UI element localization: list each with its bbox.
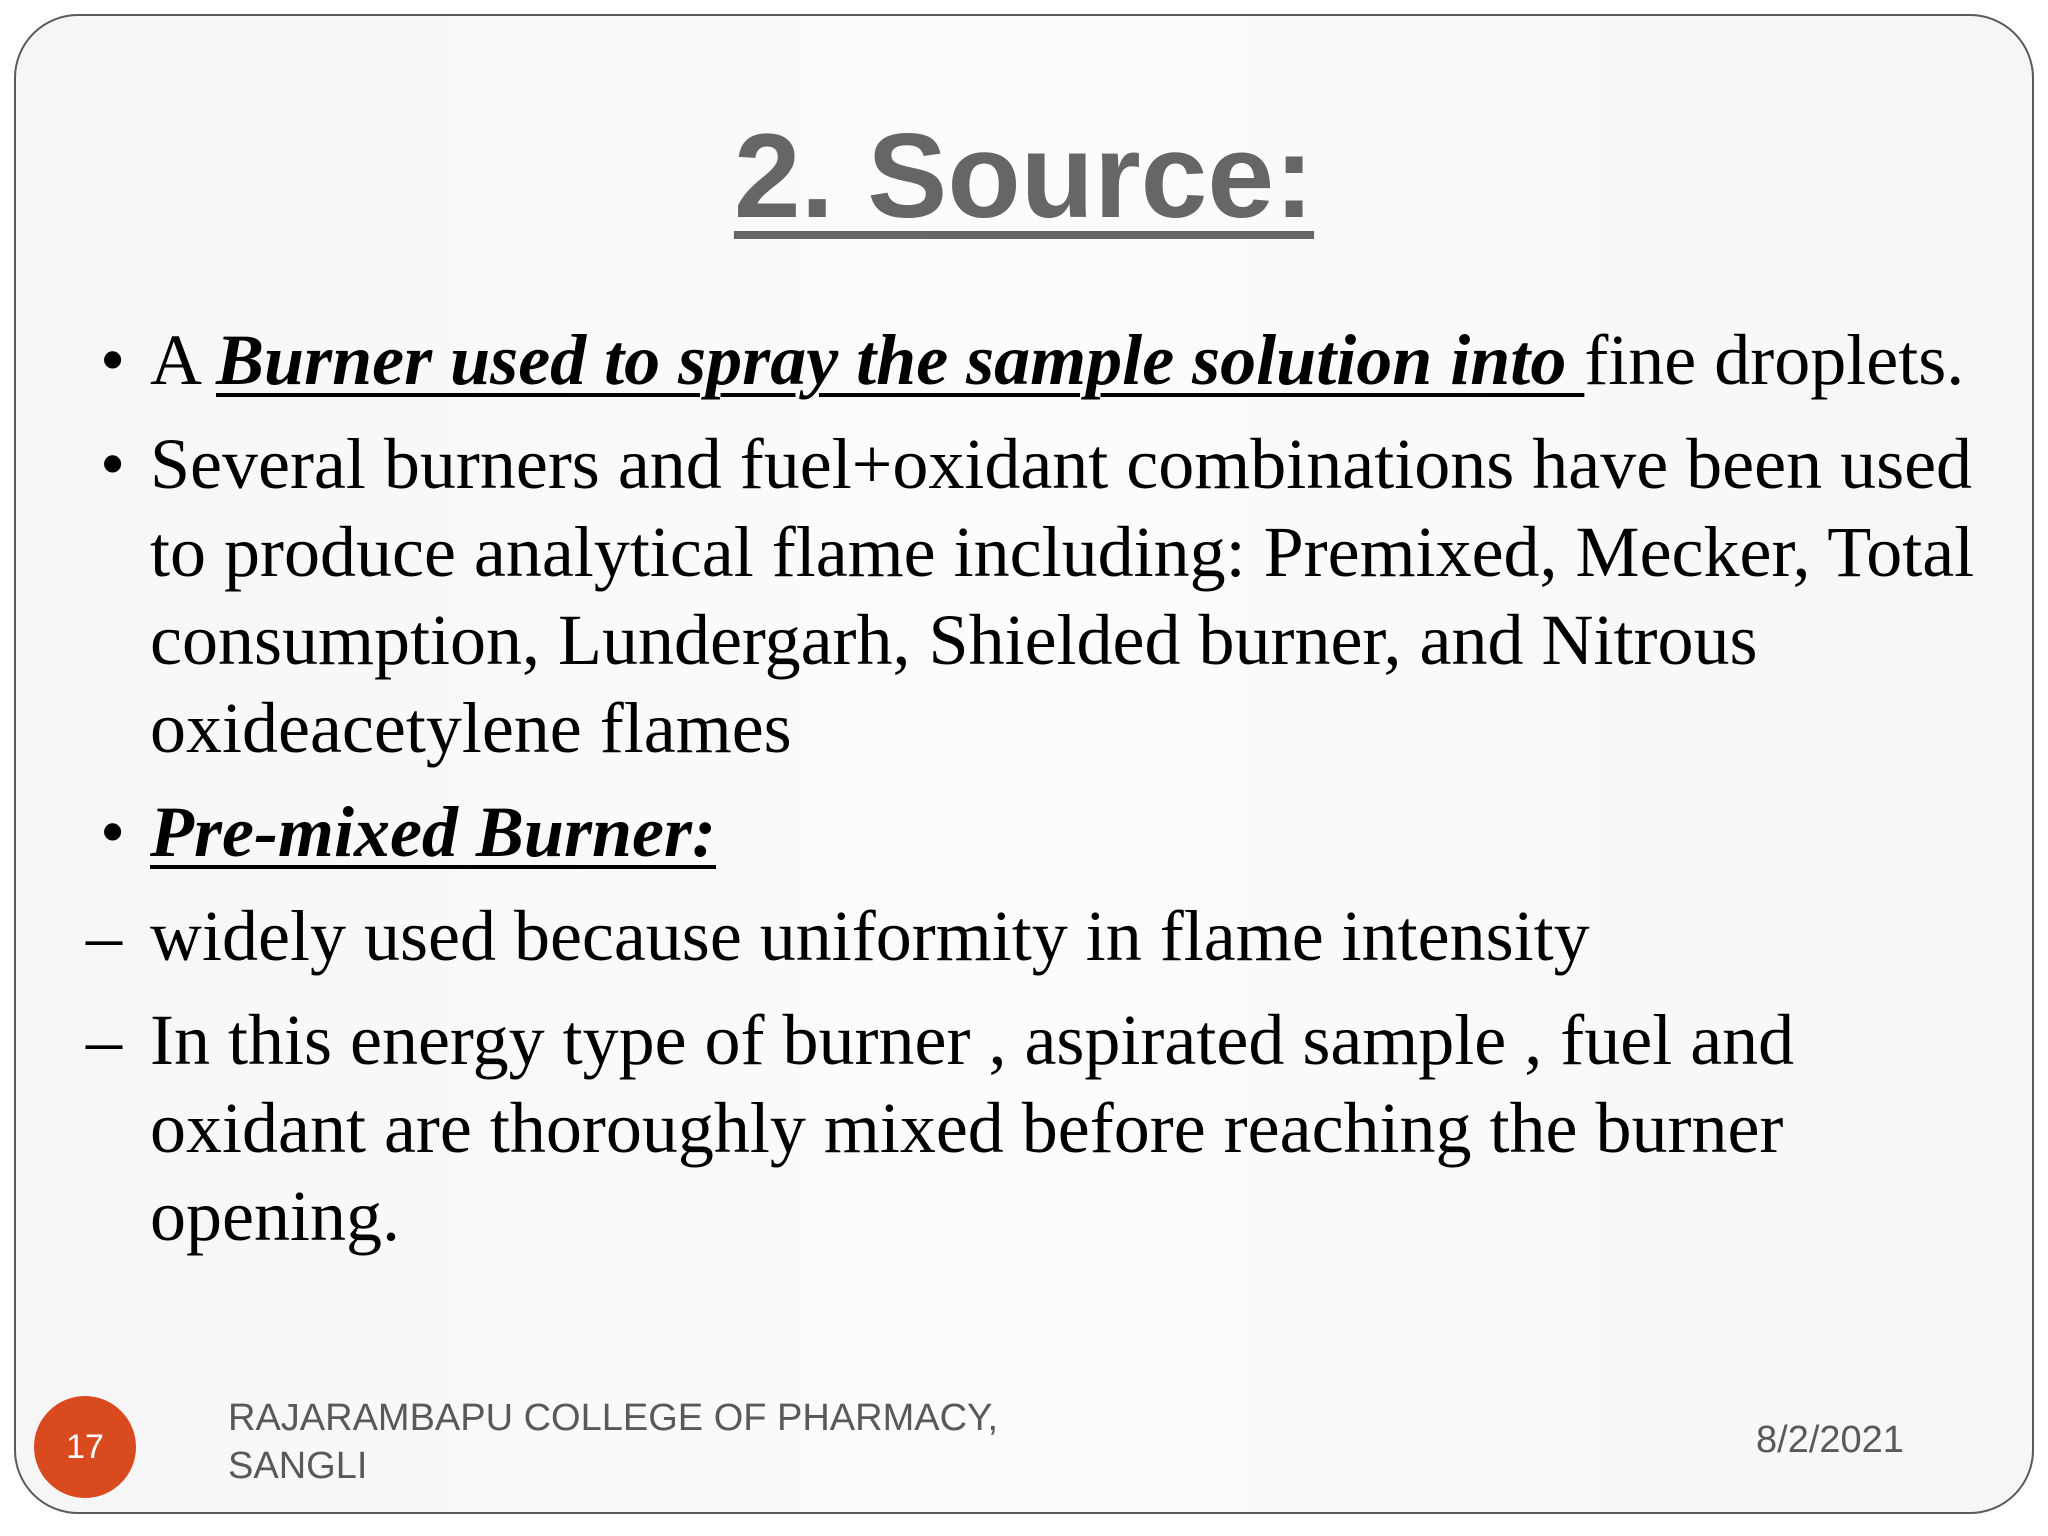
- dash-marker: –: [86, 896, 122, 976]
- bullet-suffix: fine droplets.: [1584, 320, 1965, 400]
- bullet-emphasis: Burner used to spray the sample solution into: [216, 320, 1585, 400]
- bullet-emphasis: Pre-mixed Burner:: [150, 792, 716, 872]
- slide-title: [16, 109, 2032, 243]
- slide-body: [86, 316, 1986, 1276]
- bullet-burner-types: [86, 420, 1986, 772]
- dash-marker: –: [86, 1000, 122, 1080]
- footer-date: 8/2/2021: [1756, 1419, 1904, 1461]
- college-line-1: RAJARAMBAPU COLLEGE OF PHARMACY,: [228, 1397, 999, 1439]
- bullet-premixed-heading: [86, 788, 1986, 876]
- dash-item-mixing: [86, 996, 1986, 1260]
- bullet-marker: •: [100, 792, 126, 872]
- bullet-marker: •: [100, 320, 126, 400]
- slide-number-badge: [34, 1396, 136, 1498]
- dash-item-uniformity: [86, 892, 1986, 980]
- bullet-text: Several burners and fuel+oxidant combinations have been used to produce analytical flame including: Premixed, Mecker, Total consumption, Lundergarh, Shielded burner, and Nitrous oxideacetylene flames: [150, 424, 1975, 768]
- slide-title-text: 2. Source:: [733, 109, 1315, 243]
- footer-college-name: [228, 1394, 1128, 1490]
- college-line-2: SANGLI: [228, 1445, 368, 1487]
- bullet-marker: •: [100, 424, 126, 504]
- dash-text: In this energy type of burner , aspirated sample , fuel and oxidant are thoroughly mixed before reaching the burner opening.: [150, 1000, 1795, 1256]
- dash-text: widely used because uniformity in flame intensity: [150, 896, 1590, 976]
- bullet-burner-definition: [86, 316, 1986, 404]
- slide-number: 17: [66, 1427, 104, 1466]
- bullet-prefix: A: [150, 320, 217, 400]
- slide: [14, 14, 2034, 1514]
